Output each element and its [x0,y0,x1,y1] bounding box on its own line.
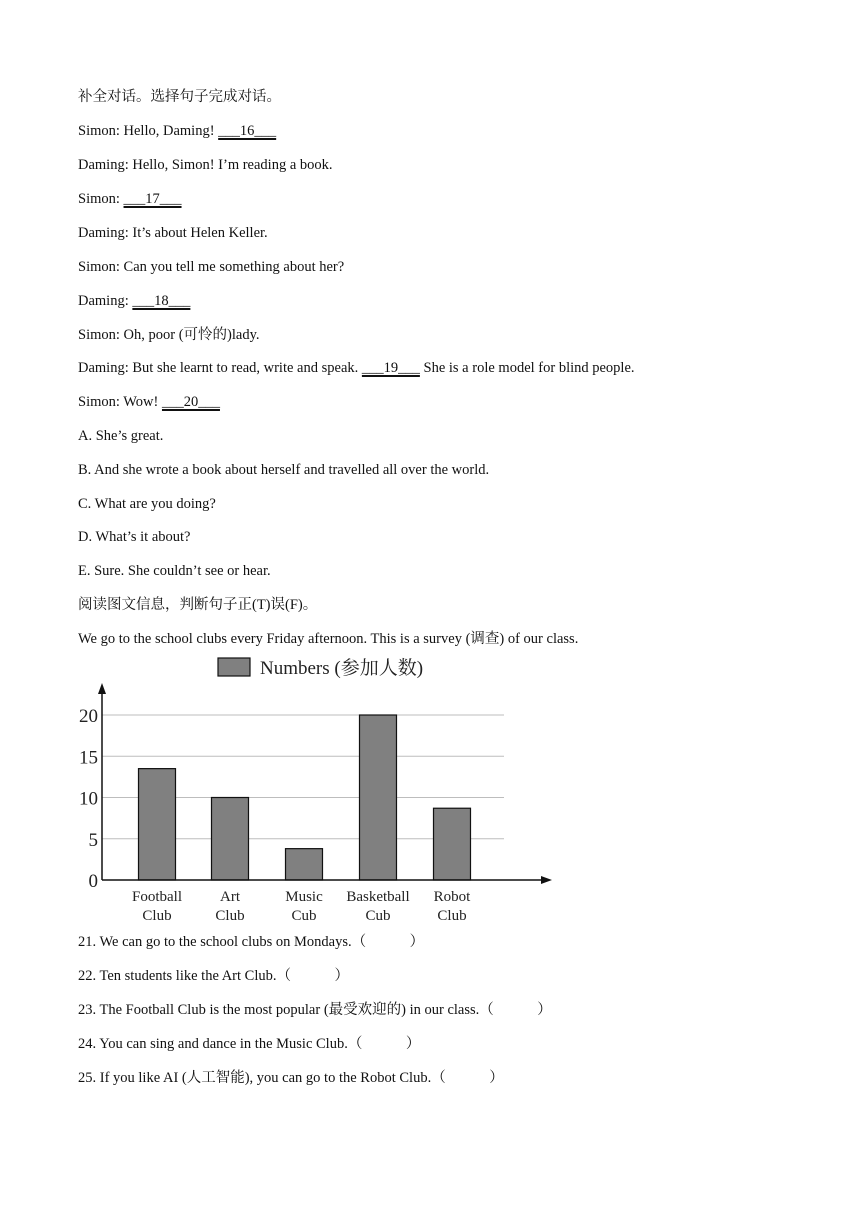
option-c: C. What are you doing? [78,496,216,512]
bar [139,769,176,880]
question-text: 25. If you like AI (人工智能), you can go to the Robot Club. [78,1070,432,1086]
dialogue-line-6 [78,292,190,310]
y-tick-label: 15 [79,747,98,769]
answer-blank-17[interactable]: ___17___ [123,191,182,207]
dialogue-line-3 [78,190,182,208]
bar [434,808,471,880]
question-23 [78,1001,552,1019]
dialogue-line-8 [78,359,635,377]
answer-blank-18[interactable]: ___18___ [132,293,191,309]
dialogue-text: Daming: But she learnt to read, write and speak. [78,360,362,376]
dialogue-line-4 [78,224,268,242]
option-a: A. She’s great. [78,428,164,444]
question-text: 21. We can go to the school clubs on Mondays. [78,934,352,950]
answer-paren-21[interactable]: （ ） [351,934,425,950]
y-tick-label: 0 [88,871,98,892]
dialogue-line-1 [78,122,276,140]
dialogue-text: Daming: It’s about Helen Keller. [78,225,268,241]
x-tick-label: Club [215,908,245,924]
answer-blank-20[interactable]: ___20___ [161,394,220,410]
question-text: 24. You can sing and dance in the Music Club. [78,1036,348,1052]
question-25 [78,1069,504,1087]
x-tick-label: Club [437,908,467,924]
bar [212,798,249,881]
x-tick-label: Football [131,889,183,905]
x-tick-label: Cub [365,908,391,924]
y-axis-arrow-icon [98,683,106,694]
bar [286,849,323,880]
question-21 [78,933,424,951]
dialogue-line-7 [78,326,260,344]
option-b: B. And she wrote a book about herself and travelled all over the world. [78,462,490,478]
legend-swatch [218,658,250,676]
question-24 [78,1035,420,1053]
section2-instruction: 阅读图文信息，判断句子正(T)误(F)。 [78,597,318,613]
answer-blank-19[interactable]: ___19___ [361,360,420,376]
answer-blank-16[interactable]: ___16___ [218,123,277,139]
x-axis-arrow-icon [541,876,552,884]
question-text: 23. The Football Club is the most popular (最受欢迎的) in our class. [78,1002,480,1018]
section1-instruction: 补全对话。选择句子完成对话。 [78,89,281,105]
dialogue-line-2 [78,156,333,174]
dialogue-text: Simon: Hello, Daming! [78,123,219,139]
answer-paren-25[interactable]: （ ） [431,1070,504,1086]
y-tick-label: 5 [88,829,98,851]
dialogue-text: Daming: [78,293,133,309]
question-text: 22. Ten students like the Art Club. [78,968,277,984]
x-tick-label: Art [220,889,240,905]
option-e: E. Sure. She couldn’t see or hear. [78,563,271,579]
dialogue-text: Simon: Oh, poor (可怜的)lady. [78,327,260,343]
x-tick-label: Club [142,908,172,924]
dialogue-text: Simon: Can you tell me something about her? [78,259,345,275]
question-22 [78,967,349,985]
answer-paren-24[interactable]: （ ） [347,1036,421,1052]
answer-paren-22[interactable]: （ ） [276,968,349,984]
legend-label: Numbers (参加人数) [260,658,424,679]
dialogue-text: Simon: [78,191,124,207]
club-survey-bar-chart [60,650,580,930]
x-tick-label: Cub [291,908,317,924]
dialogue-text: Daming: Hello, Simon! I’m reading a book. [78,157,333,173]
y-tick-label: 20 [79,706,98,727]
dialogue-line-5 [78,258,344,276]
y-tick-label: 10 [79,788,98,810]
dialogue-text: She is a role model for blind people. [419,360,635,376]
chart-legend [218,657,423,679]
dialogue-text: Simon: Wow! [78,394,162,410]
bar [360,715,397,880]
x-tick-label: Music [285,889,323,905]
section2-intro: We go to the school clubs every Friday afternoon. This is a survey (调查) of our class. [78,631,579,647]
dialogue-line-9 [78,393,220,411]
option-d: D. What’s it about? [78,529,191,545]
x-tick-label: Robot [433,889,471,905]
answer-paren-23[interactable]: （ ） [479,1002,552,1018]
x-tick-label: Basketball [346,889,410,905]
